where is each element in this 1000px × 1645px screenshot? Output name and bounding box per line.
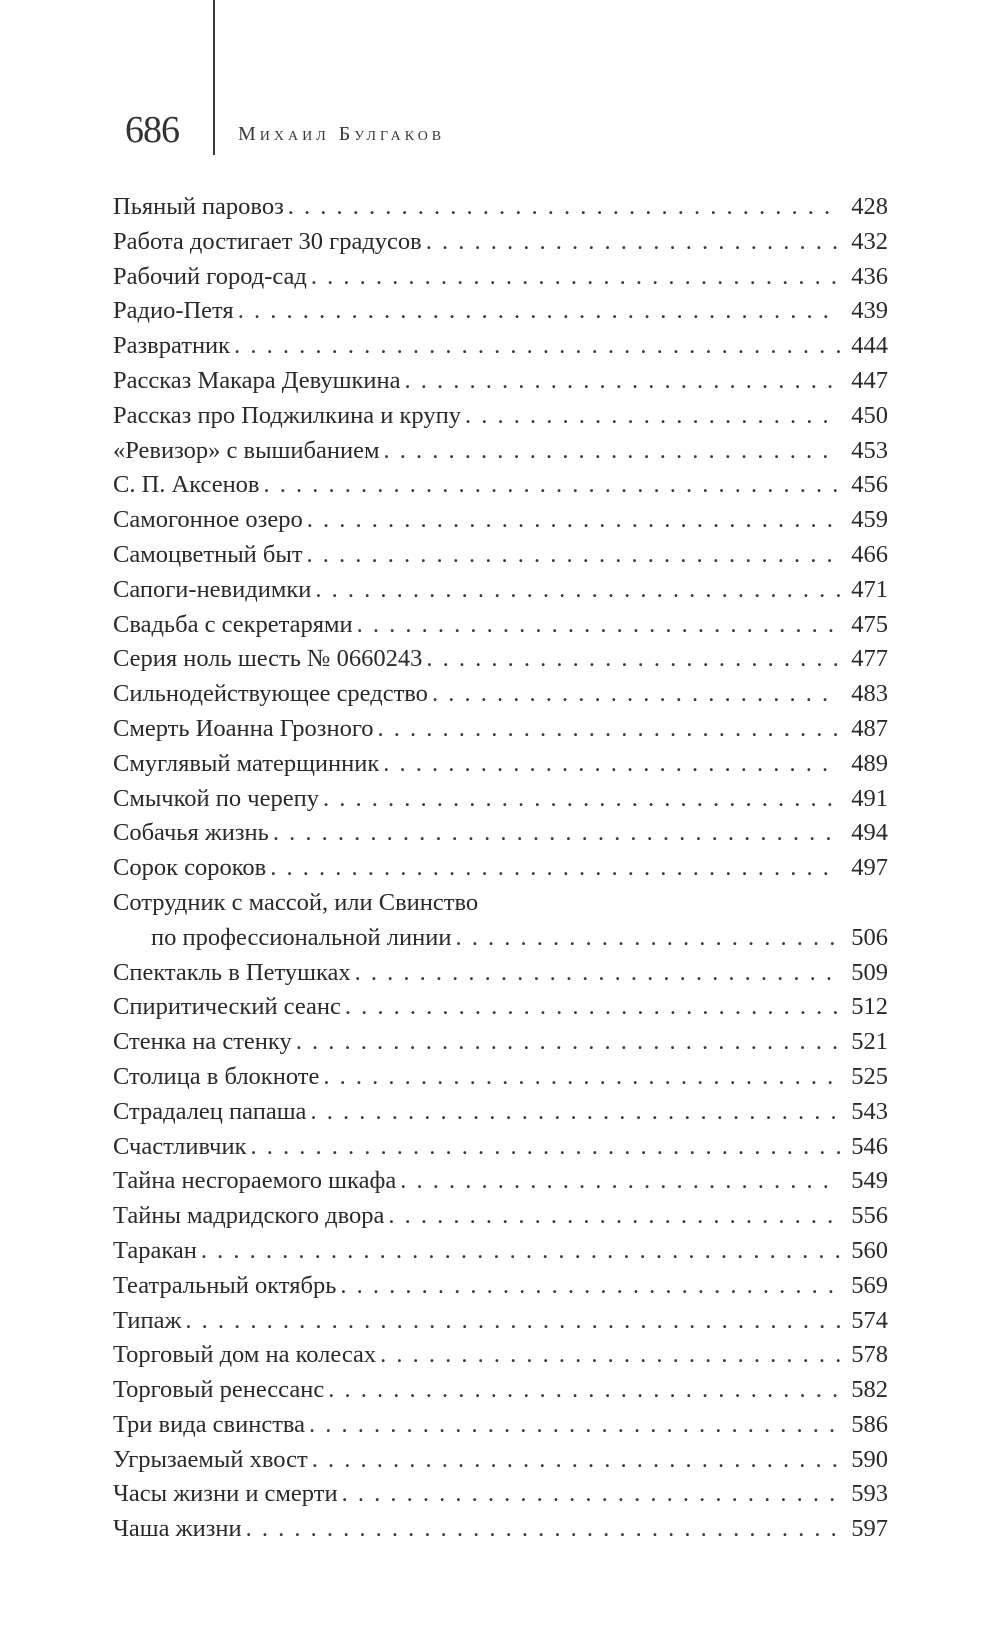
toc-entry[interactable] bbox=[113, 1408, 888, 1443]
toc-entry-page: 521 bbox=[851, 1028, 888, 1056]
toc-entry[interactable] bbox=[113, 1130, 888, 1165]
toc-entry[interactable] bbox=[113, 1060, 888, 1095]
toc-entry-page: 574 bbox=[851, 1306, 888, 1334]
dot-leader bbox=[201, 1234, 840, 1269]
toc-entry[interactable] bbox=[113, 190, 888, 225]
dot-leader bbox=[185, 1304, 840, 1339]
toc-entry[interactable] bbox=[113, 399, 888, 434]
toc-entry[interactable] bbox=[113, 1164, 888, 1199]
toc-entry-title: Смерть Иоанна Грозного bbox=[113, 714, 374, 742]
toc-entry[interactable] bbox=[113, 364, 888, 399]
toc-entry-title: Работа достигает 30 градусов bbox=[113, 227, 422, 255]
toc-entry-page: 497 bbox=[851, 854, 888, 882]
toc-entry-title: Чаша жизни bbox=[113, 1515, 242, 1543]
toc-entry-title: Серия ноль шесть № 0660243 bbox=[113, 645, 423, 673]
toc-entry[interactable] bbox=[113, 294, 888, 329]
toc-entry-page: 456 bbox=[851, 471, 888, 499]
toc-entry[interactable] bbox=[113, 434, 888, 469]
toc-entry-page: 546 bbox=[851, 1132, 888, 1160]
toc-entry-title: Торговый ренессанс bbox=[113, 1376, 325, 1404]
dot-leader bbox=[345, 990, 840, 1025]
toc-entry-title: Рассказ Макара Девушкина bbox=[113, 366, 401, 394]
toc-entry-page: 590 bbox=[851, 1445, 888, 1473]
toc-entry[interactable] bbox=[113, 990, 888, 1025]
dot-leader bbox=[342, 1477, 840, 1512]
toc-entry[interactable] bbox=[113, 538, 888, 573]
toc-entry-page: 597 bbox=[851, 1515, 888, 1543]
toc-entry[interactable] bbox=[113, 677, 888, 712]
toc-entry-title: Сильнодействующее средство bbox=[113, 680, 428, 708]
toc-entry[interactable] bbox=[113, 503, 888, 538]
toc-entry-page: 432 bbox=[851, 227, 888, 255]
toc-entry-title: Часы жизни и смерти bbox=[113, 1480, 338, 1508]
toc-entry-page: 582 bbox=[851, 1376, 888, 1404]
table-of-contents bbox=[113, 190, 888, 1547]
toc-entry-title: Счастливчик bbox=[113, 1132, 247, 1160]
toc-entry-title: Торговый дом на колесах bbox=[113, 1341, 377, 1369]
dot-leader bbox=[309, 1408, 840, 1443]
toc-entry[interactable] bbox=[113, 468, 888, 503]
toc-entry[interactable] bbox=[113, 782, 888, 817]
toc-entry-page: 439 bbox=[851, 297, 888, 325]
toc-entry-title: Рассказ про Поджилкина и крупу bbox=[113, 401, 461, 429]
dot-leader bbox=[432, 677, 840, 712]
toc-entry-page: 483 bbox=[851, 680, 888, 708]
dot-leader bbox=[357, 608, 840, 643]
toc-entry-page: 477 bbox=[851, 645, 888, 673]
dot-leader bbox=[426, 225, 840, 260]
toc-entry-page: 494 bbox=[851, 819, 888, 847]
toc-entry-title: «Ревизор» с вышибанием bbox=[113, 436, 380, 464]
dot-leader bbox=[328, 1373, 840, 1408]
dot-leader bbox=[312, 1443, 840, 1478]
dot-leader bbox=[400, 1164, 840, 1199]
toc-entry-title: Театральный октябрь bbox=[113, 1271, 337, 1299]
toc-entry-page: 453 bbox=[851, 436, 888, 464]
toc-entry[interactable] bbox=[113, 1199, 888, 1234]
toc-entry-page: 471 bbox=[851, 575, 888, 603]
page-number: 686 bbox=[125, 109, 179, 151]
toc-entry-page: 487 bbox=[851, 714, 888, 742]
dot-leader bbox=[311, 260, 840, 295]
toc-entry-page: 436 bbox=[851, 262, 888, 290]
dot-leader bbox=[307, 503, 840, 538]
toc-entry-title: Рабочий город-сад bbox=[113, 262, 307, 290]
toc-entry[interactable] bbox=[113, 1338, 888, 1373]
toc-entry[interactable] bbox=[113, 1025, 888, 1060]
dot-leader bbox=[355, 956, 840, 991]
toc-entry-title: Типаж bbox=[113, 1306, 182, 1334]
toc-entry-title: Страдалец папаша bbox=[113, 1097, 307, 1125]
toc-entry[interactable] bbox=[113, 956, 888, 991]
toc-entry-title: Спектакль в Петушках bbox=[113, 958, 351, 986]
toc-entry-title: Таракан bbox=[113, 1236, 197, 1264]
toc-entry[interactable] bbox=[113, 712, 888, 747]
dot-leader bbox=[310, 1095, 840, 1130]
running-title: Михаил Булгаков bbox=[238, 123, 446, 145]
toc-entry-page: 586 bbox=[851, 1410, 888, 1438]
dot-leader bbox=[380, 1338, 840, 1373]
toc-entry-page: 543 bbox=[851, 1097, 888, 1125]
toc-entry[interactable] bbox=[113, 260, 888, 295]
dot-leader bbox=[388, 1199, 840, 1234]
dot-leader bbox=[405, 364, 840, 399]
toc-entry-page: 509 bbox=[851, 958, 888, 986]
toc-entry[interactable] bbox=[113, 1443, 888, 1478]
dot-leader bbox=[273, 816, 840, 851]
toc-entry-title: Спиритический сеанс bbox=[113, 993, 341, 1021]
toc-entry-page: 466 bbox=[851, 540, 888, 568]
dot-leader bbox=[315, 573, 840, 608]
toc-entry-title: Тайна несгораемого шкафа bbox=[113, 1167, 397, 1195]
toc-entry-page: 512 bbox=[851, 993, 888, 1021]
toc-entry[interactable] bbox=[113, 642, 888, 677]
toc-entry-title: Развратник bbox=[113, 332, 231, 360]
toc-entry-title: Свадьба с секретарями bbox=[113, 610, 353, 638]
toc-entry-title: Угрызаемый хвост bbox=[113, 1445, 308, 1473]
toc-entry[interactable] bbox=[113, 1373, 888, 1408]
dot-leader bbox=[307, 538, 840, 573]
toc-entry-title: Сорок сороков bbox=[113, 854, 267, 882]
toc-entry[interactable] bbox=[113, 1304, 888, 1339]
toc-entry-title: Самогонное озеро bbox=[113, 506, 303, 534]
toc-entry[interactable] bbox=[113, 851, 888, 886]
dot-leader bbox=[455, 921, 840, 956]
dot-leader bbox=[234, 329, 840, 364]
toc-entry-page: 450 bbox=[851, 401, 888, 429]
toc-entry-page: 560 bbox=[851, 1236, 888, 1264]
toc-entry-title-line1: Сотрудник с массой, или Свинство bbox=[113, 888, 479, 916]
toc-entry-title: Три вида свинства bbox=[113, 1410, 306, 1438]
toc-entry-page: 447 bbox=[851, 366, 888, 394]
toc-entry-title: Радио-Петя bbox=[113, 297, 234, 325]
dot-leader bbox=[270, 851, 840, 886]
toc-entry-title: С. П. Аксенов bbox=[113, 471, 260, 499]
toc-entry[interactable] bbox=[113, 225, 888, 260]
toc-entry-title-line2: по профессиональной линии bbox=[151, 923, 452, 951]
toc-entry-page: 489 bbox=[851, 749, 888, 777]
dot-leader bbox=[288, 190, 840, 225]
toc-entry-title: Самоцветный быт bbox=[113, 540, 303, 568]
toc-entry-title: Смычкой по черепу bbox=[113, 784, 319, 812]
dot-leader bbox=[238, 294, 840, 329]
toc-entry-page: 593 bbox=[851, 1480, 888, 1508]
dot-leader bbox=[340, 1269, 840, 1304]
toc-entry-title: Собачья жизнь bbox=[113, 819, 269, 847]
dot-leader bbox=[383, 434, 840, 469]
toc-entry-page: 525 bbox=[851, 1062, 888, 1090]
toc-entry[interactable] bbox=[113, 573, 888, 608]
toc-entry[interactable] bbox=[113, 886, 888, 956]
dot-leader bbox=[323, 782, 840, 817]
dot-leader bbox=[264, 468, 841, 503]
toc-entry-title: Смуглявый матерщинник bbox=[113, 749, 380, 777]
toc-entry-page: 556 bbox=[851, 1202, 888, 1230]
dot-leader bbox=[426, 642, 840, 677]
dot-leader bbox=[383, 747, 840, 782]
toc-entry-page: 549 bbox=[851, 1167, 888, 1195]
toc-entry[interactable] bbox=[113, 1477, 888, 1512]
dot-leader bbox=[378, 712, 840, 747]
toc-entry[interactable] bbox=[113, 816, 888, 851]
toc-entry-page: 444 bbox=[851, 332, 888, 360]
dot-leader bbox=[296, 1025, 840, 1060]
toc-entry-title: Стенка на стенку bbox=[113, 1028, 292, 1056]
toc-entry-title: Столица в блокноте bbox=[113, 1062, 320, 1090]
toc-entry[interactable] bbox=[113, 1234, 888, 1269]
toc-entry-title: Пьяный паровоз bbox=[113, 193, 284, 220]
toc-entry[interactable] bbox=[113, 608, 888, 643]
toc-entry-page: 506 bbox=[851, 923, 888, 951]
toc-entry-title: Сапоги-невидимки bbox=[113, 575, 312, 603]
header-rule bbox=[213, 0, 215, 155]
dot-leader bbox=[323, 1060, 840, 1095]
toc-entry[interactable] bbox=[113, 1512, 888, 1547]
dot-leader bbox=[246, 1512, 840, 1547]
toc-entry[interactable] bbox=[113, 329, 888, 364]
toc-entry-page: 475 bbox=[851, 610, 888, 638]
toc-entry-page: 578 bbox=[851, 1341, 888, 1369]
dot-leader bbox=[465, 399, 840, 434]
toc-entry-page: 459 bbox=[851, 506, 888, 534]
toc-entry-title: Тайны мадридского двора bbox=[113, 1202, 385, 1230]
toc-entry-page: 569 bbox=[851, 1271, 888, 1299]
toc-entry[interactable] bbox=[113, 747, 888, 782]
toc-entry[interactable] bbox=[113, 1269, 888, 1304]
toc-entry[interactable] bbox=[113, 1095, 888, 1130]
toc-entry-page: 491 bbox=[851, 784, 888, 812]
dot-leader bbox=[251, 1130, 841, 1165]
toc-entry-page: 428 bbox=[851, 193, 888, 220]
